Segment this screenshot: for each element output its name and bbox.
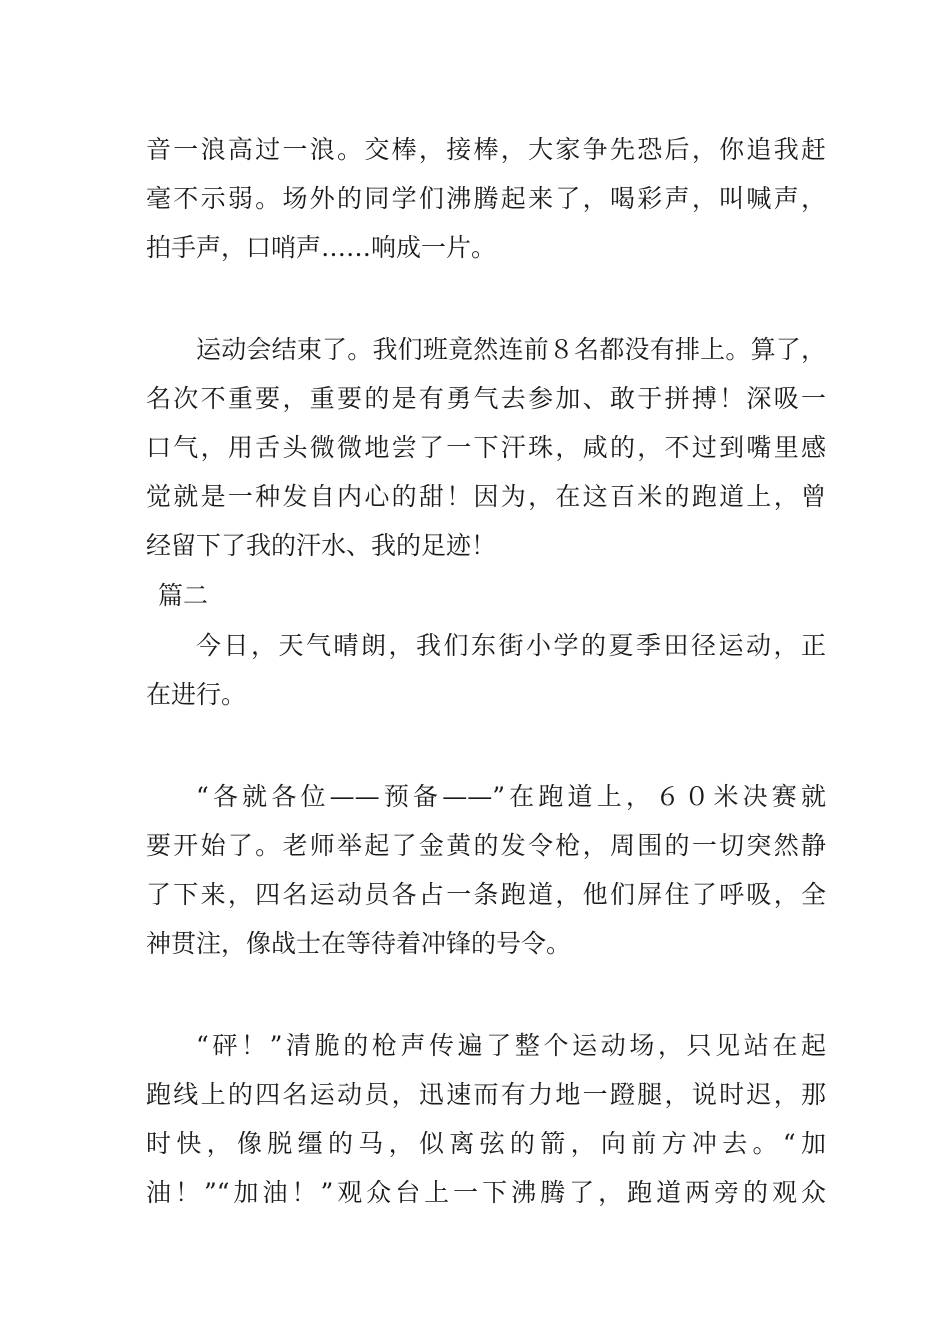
paragraph-line: 运动会结束了。我们班竟然连前８名都没有排上。算了， [196,335,826,364]
paragraph-line: 油！”“加油！”观众台上一下沸腾了，跑道两旁的观众 [146,1178,826,1207]
paragraph-line: 神贯注，像战士在等待着冲锋的号令。 [146,929,572,958]
paragraph-line: 在进行。 [146,680,247,709]
paragraph-line: 跑线上的四名运动员，迅速而有力地一蹬腿，说时迟，那 [146,1080,826,1109]
paragraph-line: 音一浪高过一浪。交棒，接棒，大家争先恐后，你追我赶 [146,135,826,164]
paragraph-line: “各就各位——预备——”在跑道上，６０米决赛就 [196,782,826,811]
paragraph-line: 拍手声，口哨声……响成一片。 [146,233,497,262]
paragraph-line: 了下来，四名运动员各占一条跑道，他们屏住了呼吸，全 [146,880,826,909]
paragraph-line: 毫不示弱。场外的同学们沸腾起来了，喝彩声，叫喊声， [146,184,826,213]
paragraph-line: 名次不重要，重要的是有勇气去参加、敢于拼搏！深吸一 [146,384,826,413]
paragraph-line: 时快，像脱缰的马，似离弦的箭，向前方冲去。“加 [146,1129,826,1158]
paragraph-line: 觉就是一种发自内心的甜！因为，在这百米的跑道上，曾 [146,482,826,511]
paragraph-line: “砰！”清脆的枪声传遍了整个运动场，只见站在起 [196,1031,826,1060]
paragraph-line: 经留下了我的汗水、我的足迹！ [146,531,497,560]
paragraph-line: 口气，用舌头微微地尝了一下汗珠，咸的，不过到嘴里感 [146,433,826,462]
paragraph-line: 要开始了。老师举起了金黄的发令枪，周围的一切突然静 [146,831,826,860]
paragraph-line: 今日，天气晴朗，我们东街小学的夏季田径运动，正 [196,631,826,660]
section-heading: 篇二 [158,581,209,610]
